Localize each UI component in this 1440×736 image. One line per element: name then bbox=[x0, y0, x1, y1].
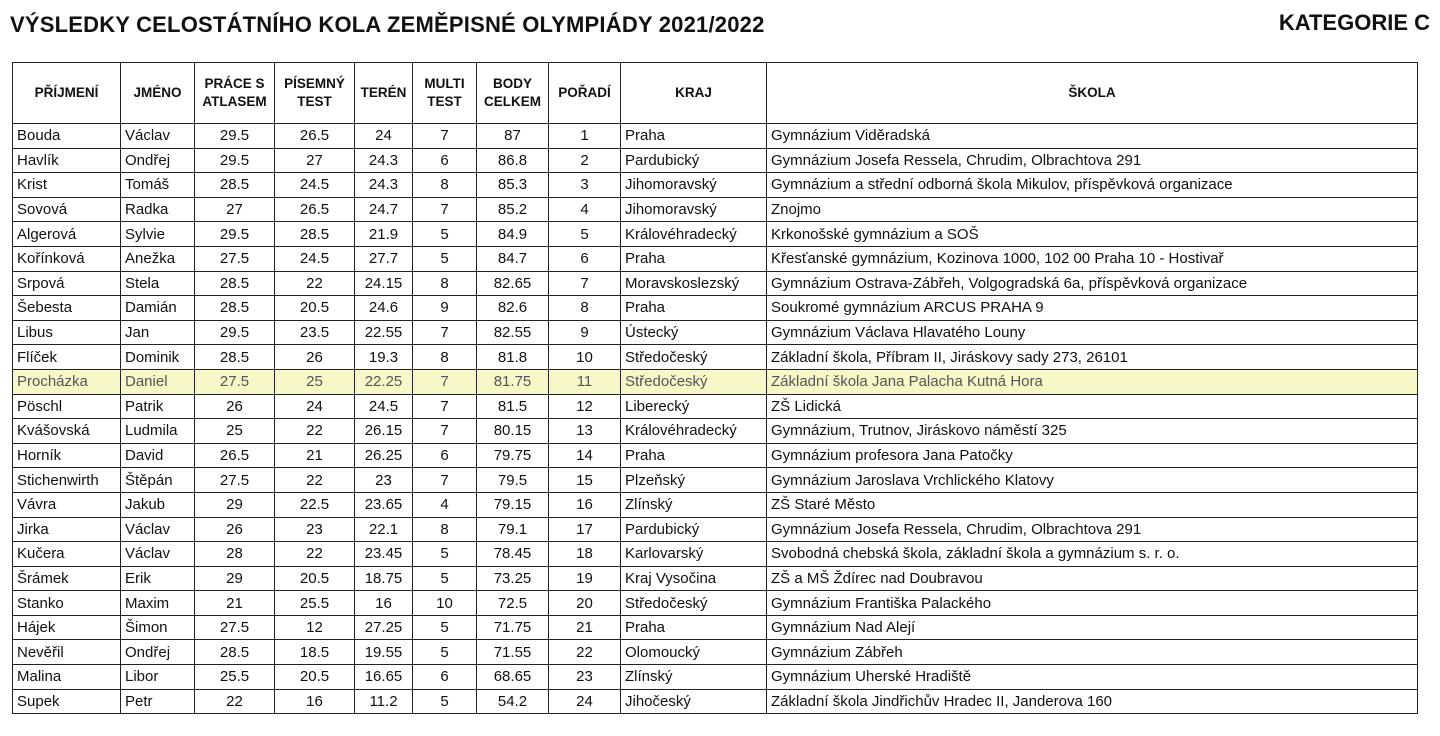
cell-rank: 20 bbox=[549, 591, 621, 616]
cell-surname: Malina bbox=[13, 665, 121, 690]
cell-terrain: 24.5 bbox=[355, 394, 413, 419]
col-header-multi-test: MULTI TEST bbox=[413, 63, 477, 124]
cell-terrain: 24.3 bbox=[355, 173, 413, 198]
cell-written-test: 25.5 bbox=[275, 591, 355, 616]
cell-school: Soukromé gymnázium ARCUS PRAHA 9 bbox=[767, 296, 1418, 321]
cell-terrain: 16 bbox=[355, 591, 413, 616]
cell-region: Plzeňský bbox=[621, 468, 767, 493]
cell-firstname: Ondřej bbox=[121, 148, 195, 173]
cell-terrain: 18.75 bbox=[355, 566, 413, 591]
document-title: VÝSLEDKY CELOSTÁTNÍHO KOLA ZEMĚPISNÉ OLYMPIÁDY 2021/2022 bbox=[10, 12, 765, 37]
cell-rank: 15 bbox=[549, 468, 621, 493]
cell-rank: 22 bbox=[549, 640, 621, 665]
cell-atlas: 28.5 bbox=[195, 345, 275, 370]
cell-atlas: 28 bbox=[195, 542, 275, 567]
cell-terrain: 22.25 bbox=[355, 369, 413, 394]
cell-total: 54.2 bbox=[477, 689, 549, 714]
cell-rank: 21 bbox=[549, 615, 621, 640]
cell-rank: 10 bbox=[549, 345, 621, 370]
cell-written-test: 20.5 bbox=[275, 296, 355, 321]
cell-total: 79.5 bbox=[477, 468, 549, 493]
cell-atlas: 28.5 bbox=[195, 296, 275, 321]
cell-surname: Šebesta bbox=[13, 296, 121, 321]
cell-multi-test: 5 bbox=[413, 566, 477, 591]
cell-total: 85.2 bbox=[477, 197, 549, 222]
cell-school: Gymnázium, Trutnov, Jiráskovo náměstí 325 bbox=[767, 419, 1418, 444]
cell-region: Olomoucký bbox=[621, 640, 767, 665]
cell-total: 81.75 bbox=[477, 369, 549, 394]
cell-written-test: 23.5 bbox=[275, 320, 355, 345]
cell-firstname: Libor bbox=[121, 665, 195, 690]
cell-surname: Pöschl bbox=[13, 394, 121, 419]
cell-surname: Kořínková bbox=[13, 246, 121, 271]
cell-surname: Algerová bbox=[13, 222, 121, 247]
cell-region: Praha bbox=[621, 615, 767, 640]
cell-region: Středočeský bbox=[621, 591, 767, 616]
cell-region: Pardubický bbox=[621, 148, 767, 173]
cell-region: Karlovarský bbox=[621, 542, 767, 567]
cell-total: 82.65 bbox=[477, 271, 549, 296]
cell-terrain: 23.65 bbox=[355, 492, 413, 517]
cell-atlas: 29.5 bbox=[195, 222, 275, 247]
cell-atlas: 28.5 bbox=[195, 640, 275, 665]
cell-multi-test: 6 bbox=[413, 665, 477, 690]
cell-written-test: 22 bbox=[275, 468, 355, 493]
cell-rank: 12 bbox=[549, 394, 621, 419]
cell-multi-test: 6 bbox=[413, 443, 477, 468]
cell-school: Gymnázium Viděradská bbox=[767, 124, 1418, 149]
cell-total: 79.75 bbox=[477, 443, 549, 468]
cell-atlas: 25 bbox=[195, 419, 275, 444]
cell-total: 81.5 bbox=[477, 394, 549, 419]
cell-surname: Havlík bbox=[13, 148, 121, 173]
cell-written-test: 27 bbox=[275, 148, 355, 173]
cell-written-test: 24.5 bbox=[275, 246, 355, 271]
cell-atlas: 21 bbox=[195, 591, 275, 616]
cell-total: 80.15 bbox=[477, 419, 549, 444]
cell-surname: Libus bbox=[13, 320, 121, 345]
cell-terrain: 23 bbox=[355, 468, 413, 493]
cell-total: 71.55 bbox=[477, 640, 549, 665]
cell-atlas: 25.5 bbox=[195, 665, 275, 690]
cell-written-test: 22.5 bbox=[275, 492, 355, 517]
cell-multi-test: 5 bbox=[413, 640, 477, 665]
cell-firstname: Ondřej bbox=[121, 640, 195, 665]
cell-atlas: 28.5 bbox=[195, 173, 275, 198]
cell-atlas: 29.5 bbox=[195, 320, 275, 345]
table-row bbox=[13, 468, 1418, 493]
cell-firstname: Damián bbox=[121, 296, 195, 321]
cell-region: Liberecký bbox=[621, 394, 767, 419]
table-row bbox=[13, 197, 1418, 222]
cell-terrain: 19.3 bbox=[355, 345, 413, 370]
cell-region: Zlínský bbox=[621, 665, 767, 690]
table-row bbox=[13, 591, 1418, 616]
cell-rank: 11 bbox=[549, 369, 621, 394]
table-row bbox=[13, 689, 1418, 714]
cell-surname: Flíček bbox=[13, 345, 121, 370]
cell-terrain: 22.55 bbox=[355, 320, 413, 345]
cell-multi-test: 7 bbox=[413, 369, 477, 394]
table-row bbox=[13, 173, 1418, 198]
table-row bbox=[13, 517, 1418, 542]
cell-region: Praha bbox=[621, 246, 767, 271]
cell-rank: 24 bbox=[549, 689, 621, 714]
cell-firstname: Petr bbox=[121, 689, 195, 714]
cell-school: Gymnázium Nad Alejí bbox=[767, 615, 1418, 640]
cell-terrain: 23.45 bbox=[355, 542, 413, 567]
table-row bbox=[13, 566, 1418, 591]
cell-rank: 13 bbox=[549, 419, 621, 444]
cell-firstname: Sylvie bbox=[121, 222, 195, 247]
cell-school: Gymnázium a střední odborná škola Mikulov, příspěvková organizace bbox=[767, 173, 1418, 198]
cell-terrain: 26.25 bbox=[355, 443, 413, 468]
cell-rank: 14 bbox=[549, 443, 621, 468]
cell-firstname: Anežka bbox=[121, 246, 195, 271]
cell-firstname: Maxim bbox=[121, 591, 195, 616]
cell-surname: Šrámek bbox=[13, 566, 121, 591]
cell-region: Jihočeský bbox=[621, 689, 767, 714]
table-body bbox=[13, 124, 1418, 714]
col-header-rank: POŘADÍ bbox=[549, 63, 621, 124]
cell-multi-test: 7 bbox=[413, 419, 477, 444]
cell-multi-test: 8 bbox=[413, 271, 477, 296]
table-row bbox=[13, 124, 1418, 149]
cell-terrain: 24.3 bbox=[355, 148, 413, 173]
cell-multi-test: 5 bbox=[413, 689, 477, 714]
col-header-total: BODY CELKEM bbox=[477, 63, 549, 124]
cell-surname: Horník bbox=[13, 443, 121, 468]
cell-firstname: Daniel bbox=[121, 369, 195, 394]
cell-region: Středočeský bbox=[621, 345, 767, 370]
results-table bbox=[12, 62, 1418, 714]
cell-written-test: 22 bbox=[275, 419, 355, 444]
cell-surname: Vávra bbox=[13, 492, 121, 517]
cell-written-test: 26.5 bbox=[275, 124, 355, 149]
cell-atlas: 22 bbox=[195, 689, 275, 714]
cell-written-test: 24 bbox=[275, 394, 355, 419]
cell-total: 84.9 bbox=[477, 222, 549, 247]
cell-rank: 1 bbox=[549, 124, 621, 149]
table-row bbox=[13, 296, 1418, 321]
cell-surname: Sovová bbox=[13, 197, 121, 222]
cell-terrain: 11.2 bbox=[355, 689, 413, 714]
table-row bbox=[13, 640, 1418, 665]
cell-atlas: 27 bbox=[195, 197, 275, 222]
cell-written-test: 26 bbox=[275, 345, 355, 370]
cell-atlas: 27.5 bbox=[195, 468, 275, 493]
cell-multi-test: 8 bbox=[413, 517, 477, 542]
cell-multi-test: 7 bbox=[413, 197, 477, 222]
cell-total: 71.75 bbox=[477, 615, 549, 640]
cell-firstname: Dominik bbox=[121, 345, 195, 370]
cell-total: 85.3 bbox=[477, 173, 549, 198]
cell-school: Gymnázium Františka Palackého bbox=[767, 591, 1418, 616]
table-row bbox=[13, 246, 1418, 271]
cell-surname: Jirka bbox=[13, 517, 121, 542]
cell-terrain: 19.55 bbox=[355, 640, 413, 665]
cell-total: 82.55 bbox=[477, 320, 549, 345]
cell-school: ZŠ a MŠ Ždírec nad Doubravou bbox=[767, 566, 1418, 591]
cell-multi-test: 7 bbox=[413, 320, 477, 345]
table-row bbox=[13, 542, 1418, 567]
cell-region: Kraj Vysočina bbox=[621, 566, 767, 591]
col-header-atlas: PRÁCE S ATLASEM bbox=[195, 63, 275, 124]
cell-multi-test: 10 bbox=[413, 591, 477, 616]
cell-total: 81.8 bbox=[477, 345, 549, 370]
cell-rank: 4 bbox=[549, 197, 621, 222]
cell-firstname: Jakub bbox=[121, 492, 195, 517]
table-row bbox=[13, 345, 1418, 370]
cell-firstname: Ludmila bbox=[121, 419, 195, 444]
cell-region: Královéhradecký bbox=[621, 419, 767, 444]
cell-atlas: 27.5 bbox=[195, 246, 275, 271]
cell-firstname: Patrik bbox=[121, 394, 195, 419]
cell-school: Gymnázium Uherské Hradiště bbox=[767, 665, 1418, 690]
col-header-terrain: TERÉN bbox=[355, 63, 413, 124]
cell-region: Praha bbox=[621, 296, 767, 321]
cell-rank: 19 bbox=[549, 566, 621, 591]
cell-multi-test: 7 bbox=[413, 124, 477, 149]
table-row bbox=[13, 271, 1418, 296]
cell-school: Základní škola, Příbram II, Jiráskovy sady 273, 26101 bbox=[767, 345, 1418, 370]
table-row bbox=[13, 492, 1418, 517]
cell-atlas: 29.5 bbox=[195, 148, 275, 173]
table-row bbox=[13, 615, 1418, 640]
table-row bbox=[13, 369, 1418, 394]
cell-region: Zlínský bbox=[621, 492, 767, 517]
cell-firstname: Šimon bbox=[121, 615, 195, 640]
col-header-school: ŠKOLA bbox=[767, 63, 1418, 124]
cell-school: Gymnázium Ostrava-Zábřeh, Volgogradská 6a, příspěvková organizace bbox=[767, 271, 1418, 296]
cell-written-test: 18.5 bbox=[275, 640, 355, 665]
cell-written-test: 21 bbox=[275, 443, 355, 468]
table-row bbox=[13, 394, 1418, 419]
col-header-written-test: PÍSEMNÝ TEST bbox=[275, 63, 355, 124]
category-label: KATEGORIE C bbox=[1278, 10, 1430, 35]
cell-multi-test: 9 bbox=[413, 296, 477, 321]
cell-surname: Bouda bbox=[13, 124, 121, 149]
cell-school: Základní škola Jana Palacha Kutná Hora bbox=[767, 369, 1418, 394]
cell-written-test: 16 bbox=[275, 689, 355, 714]
cell-school: Gymnázium Josefa Ressela, Chrudim, Olbrachtova 291 bbox=[767, 148, 1418, 173]
cell-firstname: Tomáš bbox=[121, 173, 195, 198]
cell-multi-test: 5 bbox=[413, 615, 477, 640]
cell-atlas: 27.5 bbox=[195, 369, 275, 394]
cell-total: 68.65 bbox=[477, 665, 549, 690]
cell-written-test: 12 bbox=[275, 615, 355, 640]
cell-school: Krkonošské gymnázium a SOŠ bbox=[767, 222, 1418, 247]
cell-total: 84.7 bbox=[477, 246, 549, 271]
cell-total: 79.1 bbox=[477, 517, 549, 542]
cell-school: Gymnázium Jaroslava Vrchlického Klatovy bbox=[767, 468, 1418, 493]
cell-total: 79.15 bbox=[477, 492, 549, 517]
cell-surname: Stichenwirth bbox=[13, 468, 121, 493]
cell-rank: 23 bbox=[549, 665, 621, 690]
cell-school: Gymnázium Zábřeh bbox=[767, 640, 1418, 665]
cell-region: Královéhradecký bbox=[621, 222, 767, 247]
cell-atlas: 26.5 bbox=[195, 443, 275, 468]
cell-school: Znojmo bbox=[767, 197, 1418, 222]
cell-atlas: 29.5 bbox=[195, 124, 275, 149]
cell-surname: Krist bbox=[13, 173, 121, 198]
cell-rank: 5 bbox=[549, 222, 621, 247]
cell-terrain: 26.15 bbox=[355, 419, 413, 444]
cell-multi-test: 6 bbox=[413, 148, 477, 173]
cell-multi-test: 7 bbox=[413, 394, 477, 419]
cell-school: Svobodná chebská škola, základní škola a gymnázium s. r. o. bbox=[767, 542, 1418, 567]
cell-multi-test: 7 bbox=[413, 468, 477, 493]
cell-surname: Nevěřil bbox=[13, 640, 121, 665]
cell-written-test: 23 bbox=[275, 517, 355, 542]
cell-terrain: 16.65 bbox=[355, 665, 413, 690]
cell-firstname: Stela bbox=[121, 271, 195, 296]
cell-atlas: 26 bbox=[195, 517, 275, 542]
cell-written-test: 24.5 bbox=[275, 173, 355, 198]
cell-rank: 16 bbox=[549, 492, 621, 517]
cell-atlas: 28.5 bbox=[195, 271, 275, 296]
cell-region: Jihomoravský bbox=[621, 197, 767, 222]
cell-terrain: 24.7 bbox=[355, 197, 413, 222]
cell-region: Jihomoravský bbox=[621, 173, 767, 198]
cell-terrain: 27.7 bbox=[355, 246, 413, 271]
cell-rank: 17 bbox=[549, 517, 621, 542]
cell-terrain: 27.25 bbox=[355, 615, 413, 640]
cell-firstname: Jan bbox=[121, 320, 195, 345]
cell-surname: Procházka bbox=[13, 369, 121, 394]
cell-written-test: 20.5 bbox=[275, 665, 355, 690]
cell-total: 73.25 bbox=[477, 566, 549, 591]
cell-surname: Srpová bbox=[13, 271, 121, 296]
cell-terrain: 24 bbox=[355, 124, 413, 149]
cell-written-test: 28.5 bbox=[275, 222, 355, 247]
cell-surname: Kvášovská bbox=[13, 419, 121, 444]
cell-rank: 18 bbox=[549, 542, 621, 567]
cell-multi-test: 8 bbox=[413, 173, 477, 198]
cell-total: 87 bbox=[477, 124, 549, 149]
cell-surname: Stanko bbox=[13, 591, 121, 616]
cell-rank: 8 bbox=[549, 296, 621, 321]
table-row bbox=[13, 320, 1418, 345]
cell-firstname: Radka bbox=[121, 197, 195, 222]
cell-firstname: Erik bbox=[121, 566, 195, 591]
table-row bbox=[13, 443, 1418, 468]
cell-written-test: 25 bbox=[275, 369, 355, 394]
cell-region: Praha bbox=[621, 124, 767, 149]
cell-multi-test: 5 bbox=[413, 246, 477, 271]
cell-rank: 6 bbox=[549, 246, 621, 271]
cell-firstname: David bbox=[121, 443, 195, 468]
col-header-surname: PŘÍJMENÍ bbox=[13, 63, 121, 124]
cell-school: Základní škola Jindřichův Hradec II, Janderova 160 bbox=[767, 689, 1418, 714]
cell-school: Gymnázium Josefa Ressela, Chrudim, Olbrachtova 291 bbox=[767, 517, 1418, 542]
cell-school: Gymnázium Václava Hlavatého Louny bbox=[767, 320, 1418, 345]
cell-atlas: 26 bbox=[195, 394, 275, 419]
cell-school: Gymnázium profesora Jana Patočky bbox=[767, 443, 1418, 468]
col-header-firstname: JMÉNO bbox=[121, 63, 195, 124]
table-row bbox=[13, 419, 1418, 444]
cell-total: 82.6 bbox=[477, 296, 549, 321]
cell-firstname: Václav bbox=[121, 124, 195, 149]
cell-multi-test: 5 bbox=[413, 222, 477, 247]
cell-rank: 9 bbox=[549, 320, 621, 345]
cell-terrain: 21.9 bbox=[355, 222, 413, 247]
cell-multi-test: 8 bbox=[413, 345, 477, 370]
cell-surname: Kučera bbox=[13, 542, 121, 567]
cell-region: Moravskoslezský bbox=[621, 271, 767, 296]
cell-total: 86.8 bbox=[477, 148, 549, 173]
cell-atlas: 27.5 bbox=[195, 615, 275, 640]
cell-total: 72.5 bbox=[477, 591, 549, 616]
cell-total: 78.45 bbox=[477, 542, 549, 567]
cell-school: Křesťanské gymnázium, Kozinova 1000, 102 00 Praha 10 - Hostivař bbox=[767, 246, 1418, 271]
cell-surname: Hájek bbox=[13, 615, 121, 640]
cell-firstname: Václav bbox=[121, 542, 195, 567]
cell-region: Středočeský bbox=[621, 369, 767, 394]
table-header-row bbox=[13, 63, 1418, 124]
table-row bbox=[13, 222, 1418, 247]
cell-terrain: 22.1 bbox=[355, 517, 413, 542]
cell-surname: Supek bbox=[13, 689, 121, 714]
cell-rank: 3 bbox=[549, 173, 621, 198]
cell-written-test: 20.5 bbox=[275, 566, 355, 591]
cell-region: Praha bbox=[621, 443, 767, 468]
cell-rank: 7 bbox=[549, 271, 621, 296]
cell-written-test: 26.5 bbox=[275, 197, 355, 222]
cell-written-test: 22 bbox=[275, 271, 355, 296]
cell-terrain: 24.6 bbox=[355, 296, 413, 321]
cell-region: Pardubický bbox=[621, 517, 767, 542]
cell-region: Ústecký bbox=[621, 320, 767, 345]
table-row bbox=[13, 148, 1418, 173]
cell-atlas: 29 bbox=[195, 566, 275, 591]
cell-school: ZŠ Staré Město bbox=[767, 492, 1418, 517]
cell-multi-test: 4 bbox=[413, 492, 477, 517]
table-row bbox=[13, 665, 1418, 690]
cell-terrain: 24.15 bbox=[355, 271, 413, 296]
cell-atlas: 29 bbox=[195, 492, 275, 517]
col-header-region: KRAJ bbox=[621, 63, 767, 124]
cell-written-test: 22 bbox=[275, 542, 355, 567]
cell-multi-test: 5 bbox=[413, 542, 477, 567]
cell-school: ZŠ Lidická bbox=[767, 394, 1418, 419]
cell-rank: 2 bbox=[549, 148, 621, 173]
cell-firstname: Štěpán bbox=[121, 468, 195, 493]
cell-firstname: Václav bbox=[121, 517, 195, 542]
